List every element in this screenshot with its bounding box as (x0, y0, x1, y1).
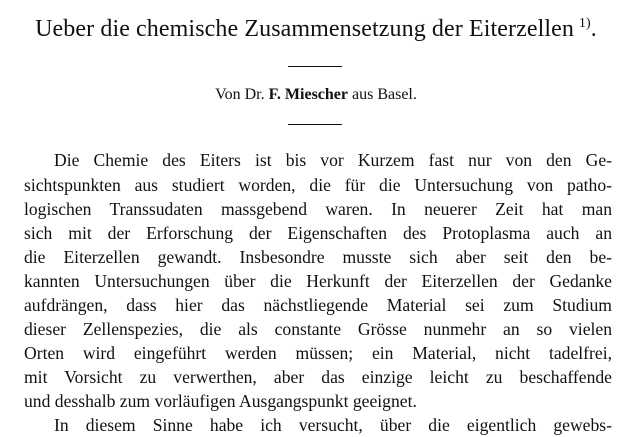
title-footnote-marker: 1) (578, 16, 591, 31)
body-line: In diesem Sinne habe ich versucht, über die eigentlich gewebs- (54, 415, 612, 435)
title-end: . (590, 16, 597, 42)
body-line: die Eiterzellen gewandt. Insbesondre musste sich aber seit den be- (24, 247, 612, 267)
title-divider-rule (288, 66, 342, 67)
article-title (0, 14, 632, 44)
byline (0, 84, 632, 106)
body-line: mit Vorsicht zu verwerthen, aber das einzige leicht zu beschaffende (24, 367, 612, 387)
body-line: logischen Transsudaten massgebend waren. In neuerer Zeit hat man (24, 199, 612, 219)
body-line: Die Chemie des Eiters ist bis vor Kurzem fast nur von den Ge- (54, 150, 612, 170)
byline-divider-rule (288, 124, 342, 125)
body-line: kannten Untersuchungen über die Herkunft der Eiterzellen der Gedanke (24, 271, 612, 291)
body-line: und desshalb zum vorläufigen Ausgangspunkt geeignet. (24, 391, 417, 411)
body-line: aufdrängen, dass hier das nächstliegende Material sei zum Studium (24, 295, 612, 315)
body-line: Orten wird eingeführt werden müssen; ein Material, nicht tadelfrei, (24, 343, 612, 363)
title-text: Ueber die chemische Zusammensetzung der Eiterzellen (35, 16, 574, 42)
body-line: sichtspunkten aus studiert worden, die für die Untersuchung von patho- (24, 175, 612, 195)
body-line: sich mit der Erforschung der Eigenschaften des Protoplasma auch an (24, 223, 612, 243)
byline-author: F. Miescher (268, 86, 348, 103)
byline-prefix: Von Dr. (215, 86, 265, 103)
body-line: dieser Zellenspezies, die als constante Grösse nunmehr an so vielen (24, 319, 612, 339)
byline-suffix: aus Basel. (352, 86, 417, 103)
